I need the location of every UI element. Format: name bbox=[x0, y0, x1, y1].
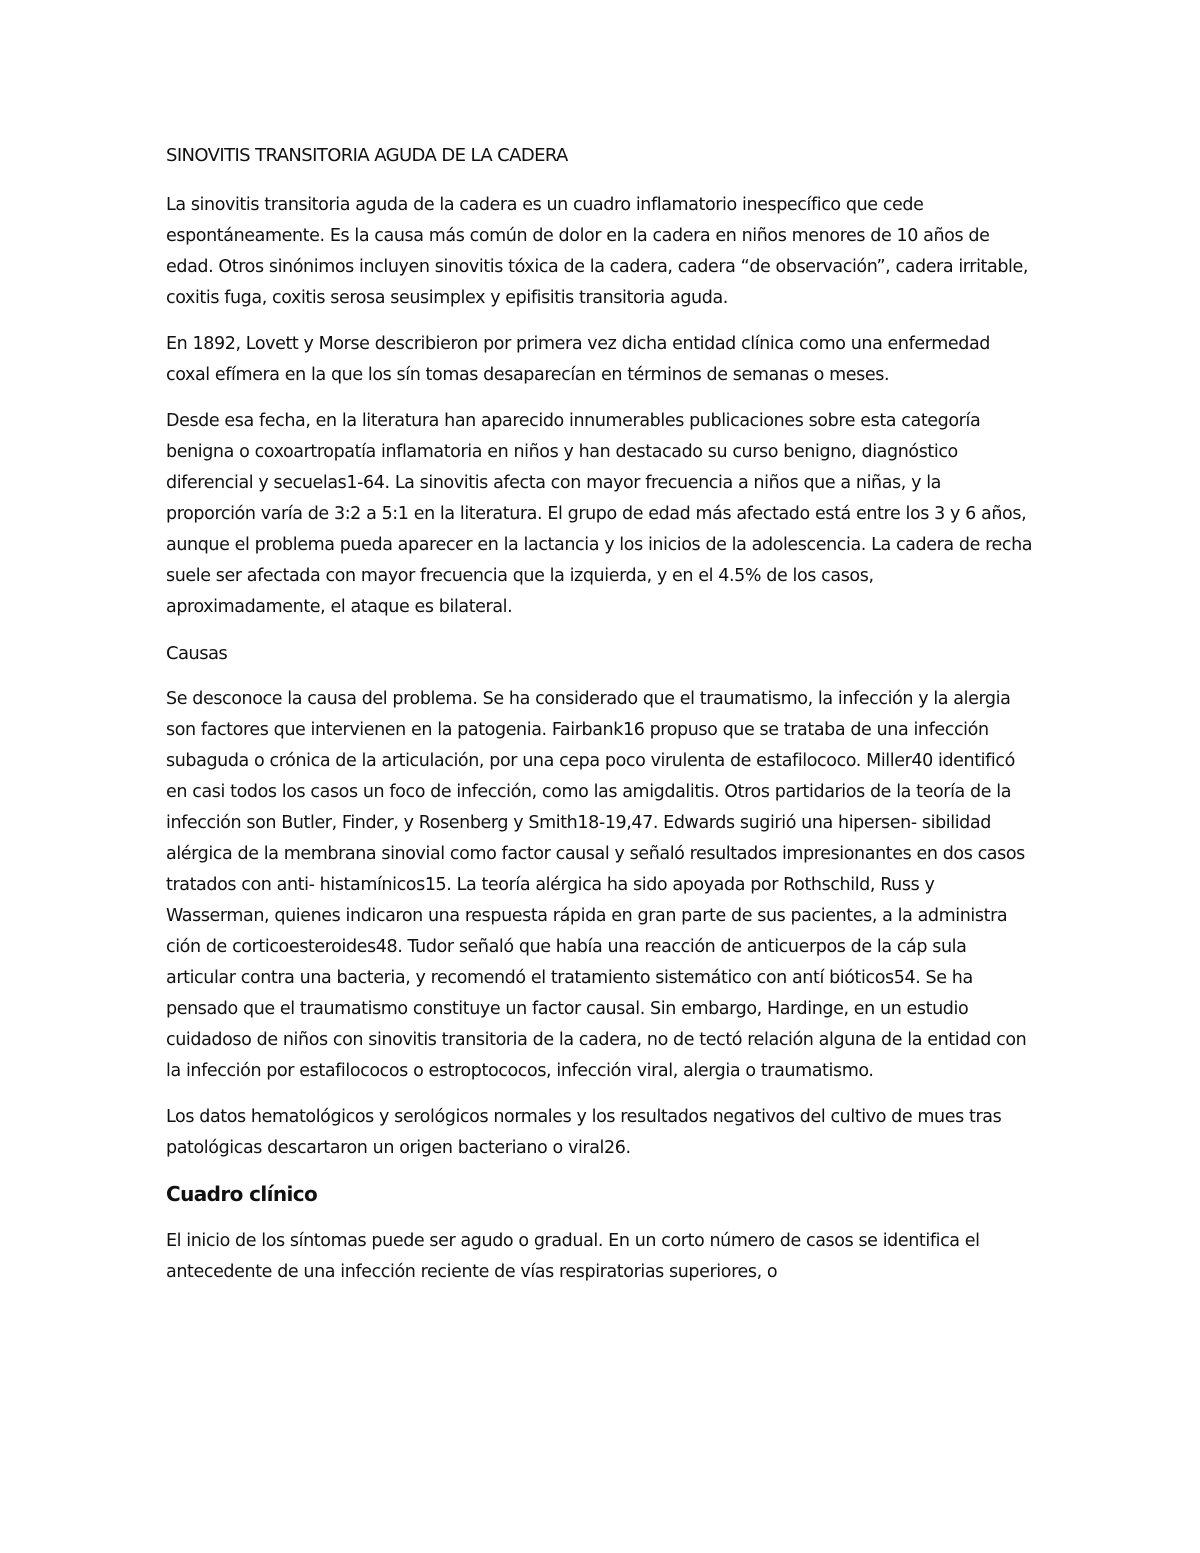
paragraph-literature: Desde esa fecha, en la literatura han aparecido innumerables publicaciones sobre esta categoría benigna o coxoartropatía inflamatoria en niños y han destacado su curso benigno, diagnóstico diferencial y secuelas1-64. La sinovitis afecta con mayor frecuencia a niños que a niñas, y la proporción varía de 3:2 a 5:1 en la literatura. El grupo de edad más afectado está entre los 3 y 6 años, aunque el problema pueda aparecer en la lactancia y los inicios de la adolescencia. La cadera de recha suele ser afectada con mayor frecuencia que la izquierda, y en el 4.5% de los casos, aproximadamente, el ataque es bilateral. bbox=[166, 411, 1033, 617]
document-page bbox=[166, 140, 1034, 1303]
paragraph-history: En 1892, Lovett y Morse describieron por primera vez dicha entidad clínica como una enfermedad coxal efímera en la que los sín tomas desaparecían en términos de semanas o meses. bbox=[166, 334, 990, 385]
paragraph-intro: La sinovitis transitoria aguda de la cadera es un cuadro inflamatorio inespecífico que cede espontáneamente. Es la causa más común de dolor en la cadera en niños menores de 10 años de edad. Otros sinónimos incluyen sinovitis tóxica de la cadera, cadera “de observación”, cadera irritable, coxitis fuga, coxitis serosa seusimplex y epifisitis transitoria aguda. bbox=[166, 195, 1029, 308]
section-heading-cuadro-clinico: Cuadro clínico bbox=[166, 1182, 318, 1206]
paragraph-causes: Se desconoce la causa del problema. Se ha considerado que el traumatismo, la infección y la alergia son factores que intervienen en la patogenia. Fairbank16 propuso que se trataba de una infección subaguda o crónica de la articulación, por una cepa poco virulenta de estafilococo. Miller40 identificó en casi todos los casos un foco de infección, como las amigdalitis. Otros partidarios de la teoría de la infección son Butler, Finder, y Rosenberg y Smith18-19,47. Edwards sugirió una hipersen- sibilidad alérgica de la membrana sinovial como factor causal y señaló resultados impresionantes en dos casos tratados con anti- histamínicos15. La teoría alérgica ha sido apoyada por Rothschild, Russ y Wasserman, quienes indicaron una respuesta rápida en gran parte de sus pacientes, a la administra ción de corticoesteroides48. Tudor señaló que había una reacción de anticuerpos de la cáp sula articular contra una bacteria, y recomendó el tratamiento sistemático con antí bióticos54. Se ha pensado que el traumatismo constituye un factor causal. Sin embargo, Hardinge, en un estudio cuidadoso de niños con sinovitis transitoria de la cadera, no de tectó relación alguna de la entidad con la infección por estafilococos o estroptococos, infección viral, alergia o traumatismo. bbox=[166, 689, 1027, 1081]
paragraph-clinical: El inicio de los síntomas puede ser agudo o gradual. En un corto número de casos se identifica el antecedente de una infección reciente de vías respiratorias superiores, o bbox=[166, 1231, 980, 1282]
document-title: SINOVITIS TRANSITORIA AGUDA DE LA CADERA bbox=[166, 145, 568, 166]
paragraph-lab-data: Los datos hematológicos y serológicos normales y los resultados negativos del cultivo de mues tras patológicas descartaron un origen bacteriano o viral26. bbox=[166, 1107, 1002, 1158]
section-heading-causas: Causas bbox=[166, 643, 228, 664]
